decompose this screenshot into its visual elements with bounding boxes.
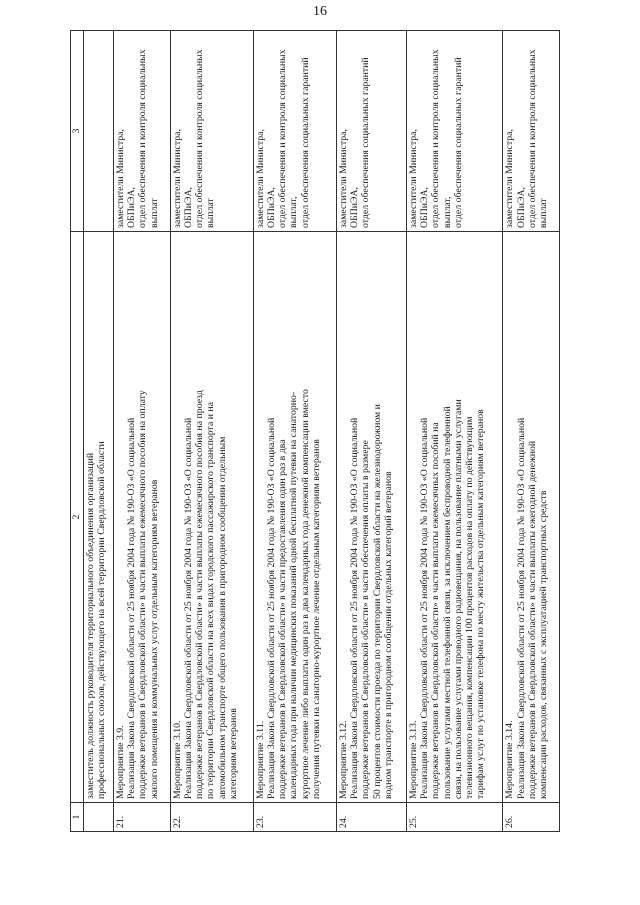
measure-description-cell [84, 232, 114, 803]
measure-description-cell [503, 232, 560, 803]
responsible-line: ОБПиЭА, [182, 186, 194, 228]
description-line: телевизионного вещания, компенсации 100 процентов расходов на оплату по действующим [463, 416, 475, 799]
responsible-cell [253, 31, 336, 232]
responsible-line: выплат [537, 198, 549, 228]
header-col-2: 2 [71, 232, 84, 803]
description-line: компенсации расходов, связанных с эксплуатацией транспортных средств [537, 490, 549, 799]
rotated-table-container [70, 30, 560, 832]
responsible-cell [170, 31, 253, 232]
responsible-line: выплат [148, 198, 160, 228]
description-line: поддержке ветеранов в Свердловской области» в части предоставления один раз в два [277, 439, 289, 799]
responsible-line: ОБПиЭА, [515, 186, 527, 228]
responsible-line: заместители Министра, [115, 129, 127, 228]
measure-description-cell [337, 232, 407, 803]
description-line: водном транспорте в пригородном сообщении отдельных категорий ветеранов [382, 471, 394, 799]
description-line: Реализация Закона Свердловской области от 25 ноября 2004 года № 190-ОЗ «О социальной [515, 417, 527, 799]
description-line: поддержке ветеранов в Свердловской области» в части выплаты ежегодной денежной [526, 440, 538, 799]
responsible-line: заместители Министра, [254, 129, 266, 228]
row-number-cell [84, 803, 114, 832]
row-number-cell: 21. [114, 803, 171, 832]
table-row [253, 31, 336, 832]
description-line: по территории Свердловской области на всех видах городского пассажирского транспорта и на [205, 401, 217, 799]
page-number [0, 4, 640, 20]
header-col-1: 1 [71, 803, 84, 832]
measure-description-cell [114, 232, 171, 803]
table-header-row [71, 31, 84, 832]
measures-table [70, 30, 560, 832]
responsible-line: заместители Министра, [171, 129, 183, 228]
responsible-line: отдел обеспечения социальных гарантий [360, 57, 372, 228]
responsible-line: отдел обеспечения и контроля социальных [277, 49, 289, 228]
responsible-line: ОБПиЭА, [266, 186, 278, 228]
row-number-cell: 23. [253, 803, 336, 832]
description-line: Мероприятие 3.14. [504, 720, 516, 799]
description-line: профессиональных союзов, действующего на всей территории Свердловской области [96, 441, 108, 799]
measure-description-cell [170, 232, 253, 803]
description-line: Мероприятие 3.13. [407, 720, 419, 799]
responsible-cell [114, 31, 171, 232]
responsible-line: выплат, [288, 196, 300, 228]
description-line: календарных года при наличии медицинских показаний одной бесплатной путевки на санаторно- [288, 391, 300, 799]
row-number-cell: 22. [170, 803, 253, 832]
responsible-line: ОБПиЭА, [126, 186, 138, 228]
description-line: поддержке ветеранов в Свердловской области» в части обеспечения оплаты в размере [360, 440, 372, 799]
page-number-text: 16 [313, 4, 327, 19]
description-line: связи, на пользование услугами проводного радиовещания, на пользование платными услугами [452, 399, 464, 799]
description-line: пользование услугами местной телефонной связи, за исключением беспроводной телефонной [441, 406, 453, 799]
description-line: Реализация Закона Свердловской области от 25 ноября 2004 года № 190-ОЗ «О социальной [349, 417, 361, 799]
description-line: Реализация Закона Свердловской области от 25 ноября 2004 года № 190-ОЗ «О социальной [182, 417, 194, 799]
table-row [84, 31, 114, 832]
description-line: поддержке ветеранов в Свердловской области» в части выплаты ежемесячных пособий на [430, 422, 442, 799]
description-line: курортное лечение либо выплаты один раз в два календарных года денежной компенсации вместо [299, 389, 311, 799]
row-number-cell: 25. [406, 803, 502, 832]
responsible-line: заместители Министра, [407, 129, 419, 228]
description-line: Реализация Закона Свердловской области от 25 ноября 2004 года № 190-ОЗ «О социальной [266, 417, 278, 799]
description-line: Реализация Закона Свердловской области от 25 ноября 2004 года № 190-ОЗ «О социальной [126, 417, 138, 799]
responsible-line: отдел обеспечения социальных гарантий [452, 57, 464, 228]
description-line: Мероприятие 3.9. [115, 725, 127, 799]
row-number-cell: 24. [337, 803, 407, 832]
responsible-cell [337, 31, 407, 232]
responsible-cell [84, 31, 114, 232]
description-line: заместитель должность руководителя территориального объединения организаций [85, 452, 96, 799]
table-row [170, 31, 253, 832]
description-line: поддержке ветеранов в Свердловской области» в части выплаты ежемесячного пособия на проезд [194, 390, 206, 799]
header-col-3: 3 [71, 31, 84, 232]
description-line: Мероприятие 3.10. [171, 720, 183, 799]
description-line: автомобильном транспорте общего пользования в пригородном сообщении отдельным [216, 436, 228, 799]
responsible-line: заместители Министра, [338, 129, 350, 228]
measure-description-cell [253, 232, 336, 803]
responsible-line: отдел обеспечения и контроля социальных [526, 49, 538, 228]
description-line: тарифам услуг по установке телефона по месту жительства отдельным категориям ветеранов [475, 409, 487, 799]
responsible-line: ОБПиЭА, [349, 186, 361, 228]
description-line: Реализация Закона Свердловской области от 25 ноября 2004 года № 190-ОЗ «О социальной [419, 417, 431, 799]
responsible-cell [503, 31, 560, 232]
description-line: поддержке ветеранов в Свердловской области» в части выплаты ежемесячного пособия на оплату [137, 390, 149, 799]
responsible-line: отдел обеспечения и контроля социальных [137, 49, 149, 228]
description-line: 50 процентов стоимости проезда по территории Свердловской области на железнодорожном и [371, 404, 383, 799]
description-line: получения путевки на санаторно-курортное лечение отдельным категориям ветеранов [310, 439, 322, 799]
responsible-line: отдел обеспечения и контроля социальных [430, 49, 442, 228]
responsible-line: заместители Министра, [504, 129, 516, 228]
measure-description-cell [406, 232, 502, 803]
table-row [114, 31, 171, 832]
responsible-line: отдел обеспечения и контроля социальных [194, 49, 206, 228]
table-row [406, 31, 502, 832]
responsible-line: выплат, [441, 196, 453, 228]
row-number-cell: 26. [503, 803, 560, 832]
description-line: жилого помещения и коммунальных услуг отдельным категориям ветеранов [148, 479, 160, 799]
responsible-line: отдел обеспечения социальных гарантий [299, 57, 311, 228]
responsible-cell [406, 31, 502, 232]
responsible-line: выплат [205, 198, 217, 228]
description-line: Мероприятие 3.11. [254, 720, 266, 799]
table-row [503, 31, 560, 832]
description-line: категориям ветеранов [227, 708, 239, 799]
description-line: Мероприятие 3.12. [338, 720, 350, 799]
table-row [337, 31, 407, 832]
responsible-line: ОБПиЭА, [419, 186, 431, 228]
